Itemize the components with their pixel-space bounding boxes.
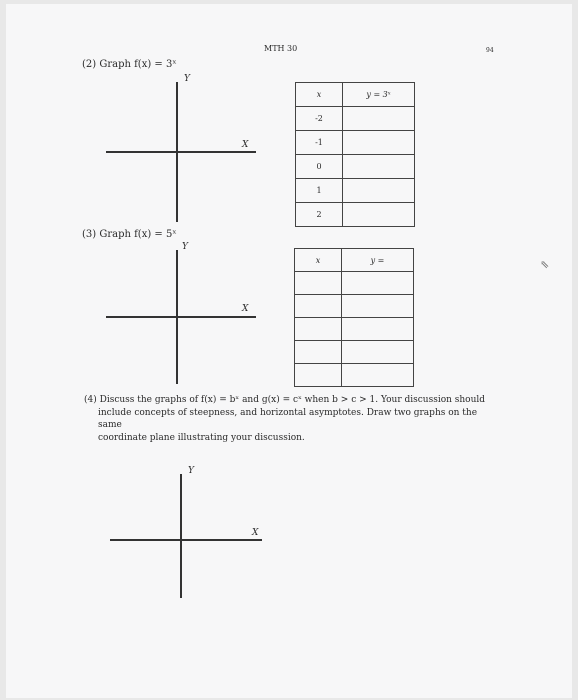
p2-x-axis (106, 151, 256, 153)
table-cell-x[interactable] (295, 341, 342, 364)
table-cell-x: -1 (296, 131, 343, 155)
table-header-x: x (295, 249, 342, 272)
problem-3-value-table (294, 248, 414, 387)
table-header-x: x (296, 83, 343, 107)
problem-2-label: (2) Graph f(x) = 3ˣ (82, 59, 177, 70)
table-cell-x: 0 (296, 155, 343, 179)
table-cell-y[interactable] (343, 107, 415, 131)
course-header: MTH 30 (264, 44, 298, 53)
p2-y-label: Y (184, 74, 190, 84)
table-cell-y[interactable] (343, 179, 415, 203)
table-cell-y[interactable] (343, 155, 415, 179)
mouse-pointer-icon: ⇖ (540, 258, 550, 271)
problem-4-line-2: include concepts of steepness, and horizontal asymptotes. Draw two graphs on the same (98, 407, 478, 430)
table-cell-x: 1 (296, 179, 343, 203)
p4-y-label: Y (188, 466, 194, 476)
page-number: 94 (486, 47, 494, 54)
table-header-y: y = (342, 249, 414, 272)
p3-y-label: Y (182, 242, 188, 252)
table-cell-y[interactable] (342, 364, 414, 387)
p3-x-axis (106, 316, 256, 318)
table-header-y: y = 3ˣ (343, 83, 415, 107)
table-cell-x[interactable] (295, 272, 342, 295)
table-cell-y[interactable] (342, 318, 414, 341)
table-cell-x: -2 (296, 107, 343, 131)
table-cell-x[interactable] (295, 364, 342, 387)
table-cell-y[interactable] (342, 272, 414, 295)
table-cell-x[interactable] (295, 295, 342, 318)
table-cell-y[interactable] (343, 203, 415, 227)
worksheet-page (6, 4, 572, 698)
table-cell-y[interactable] (342, 295, 414, 318)
problem-4-line-1: (4) Discuss the graphs of f(x) = bˣ and g(x) = cˣ when b > c > 1. Your discussion should (84, 395, 486, 405)
problem-4-text (84, 394, 494, 444)
table-cell-x[interactable] (295, 318, 342, 341)
problem-3-label: (3) Graph f(x) = 5ˣ (82, 229, 177, 240)
p3-x-label: X (242, 304, 249, 314)
table-cell-y[interactable] (343, 131, 415, 155)
p2-x-label: X (242, 140, 249, 150)
p4-x-axis (110, 539, 262, 541)
p4-x-label: X (252, 528, 259, 538)
table-cell-x: 2 (296, 203, 343, 227)
p4-y-axis (180, 474, 182, 598)
problem-4-line-3: coordinate plane illustrating your discussion. (98, 432, 305, 443)
problem-2-value-table (295, 82, 415, 227)
table-cell-y[interactable] (342, 341, 414, 364)
